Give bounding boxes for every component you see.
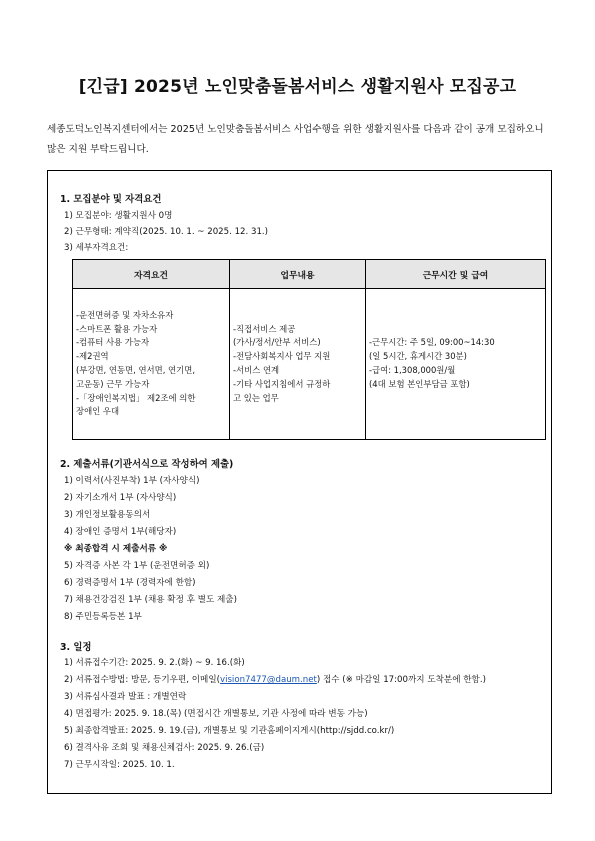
section3-heading: 3. 일정 [60,642,92,653]
schedule-item: 6) 결격사유 조회 및 채용신체검사: 2025. 9. 26.(금) [64,743,265,753]
email-link[interactable]: vision7477@daum.net [219,675,317,685]
cell-line: -서비스 연계 [233,365,280,375]
section1-heading: 1. 모집분야 및 자격요건 [60,194,162,205]
cell-line: -기타 사업지침에서 규정하 [233,378,331,389]
cell-line: -전담사회복지사 업무 지원 [233,351,331,362]
document-item: 4) 장애인 증명서 1부(해당자) [64,527,177,537]
requirements-table [72,259,546,440]
cell-line: -「장애인복지법」 제2조에 의한 [76,392,196,403]
table-cell-qualification [73,289,230,440]
cell-line: (부강면, 연동면, 연서면, 연기면, [76,365,195,375]
document-item: 6) 경력증명서 1부 (경력자에 한함) [64,578,196,588]
cell-line: (가사/정서/안부 서비스) [233,337,321,348]
cell-line: 장애인 우대 [76,406,120,417]
page-title: [긴급] 2025년 노인맞춤돌봄서비스 생활지원사 모집공고 [78,77,517,97]
cell-line: -직접서비스 제공 [233,323,296,334]
schedule-item-application-method [64,674,486,686]
schedule-text: ) 접수 (※ 마감일 17:00까지 도착분에 한함.) [316,675,486,685]
section1-item: 1) 모집분야: 생활지원사 0명 [64,211,173,221]
cell-line: (4대 보험 본인부담금 포함) [369,378,470,389]
cell-line: -급여: 1,308,000원/월 [369,365,456,375]
cell-line: 고운동) 근무 가능자 [76,378,150,389]
table-cell-hours-pay [366,289,546,440]
document-item: 5) 자격증 사본 각 1부 (운전면허증 외) [64,561,210,571]
table-cell-duties [230,289,366,440]
cell-line: -근무시간: 주 5일, 09:00~14:30 [369,337,495,348]
document-item: 8) 주민등록등본 1부 [64,612,142,622]
section1-item: 2) 근무형태: 계약직(2025. 10. 1. ~ 2025. 12. 31.) [64,227,268,237]
cell-line: 고 있는 업무 [233,392,279,403]
schedule-item: 1) 서류접수기간: 2025. 9. 2.(화) ~ 9. 16.(화) [64,658,245,668]
table-header-duties: 업무내용 [230,260,366,289]
cell-line: (일 5시간, 휴게시간 30분) [369,351,467,362]
cell-line: -스마트폰 활용 가능자 [76,323,158,334]
schedule-text: 2) 서류접수방법: 방문, 등기우편, 이메일( [64,675,220,685]
table-header-qualification: 자격요건 [73,260,230,289]
document-item: 3) 개인정보활용동의서 [64,510,151,520]
final-documents-note: ※ 최종합격 시 제출서류 ※ [64,544,168,554]
table-header-hours-pay: 근무시간 및 급여 [366,260,546,289]
schedule-item: 5) 최종합격발표: 2025. 9. 19.(금), 개별통보 및 기관홈페이지게시(http://sjdd.co.kr/) [64,726,395,736]
schedule-item: 7) 근무시작일: 2025. 10. 1. [64,760,175,770]
document-item: 1) 이력서(사진부착) 1부 (자사양식) [64,476,200,486]
section1-item: 3) 세부자격요건: [64,243,129,253]
notice-box [47,170,552,794]
cell-line: -제2권역 [76,351,109,362]
cell-line: -운전면허증 및 자차소유자 [76,309,174,320]
cell-line: -컴퓨터 사용 가능자 [76,337,150,348]
document-item: 2) 자기소개서 1부 (자사양식) [64,493,177,503]
intro-paragraph: 세종도덕노인복지센터에서는 2025년 노인맞춤돌봄서비스 사업수행을 위한 생활지원사를 다음과 같이 공개 모집하오니 많은 지원 부탁드립니다. [47,124,544,155]
schedule-item: 3) 서류심사결과 발표 : 개별연락 [64,692,187,702]
section2-heading: 2. 제출서류(기관서식으로 작성하여 제출) [60,459,234,470]
schedule-item: 4) 면접평가: 2025. 9. 18.(목) (면접시간 개별통보, 기관 사정에 따라 변동 가능) [64,709,368,719]
document-item: 7) 채용건강검진 1부 (채용 확정 후 별도 제출) [64,595,237,605]
